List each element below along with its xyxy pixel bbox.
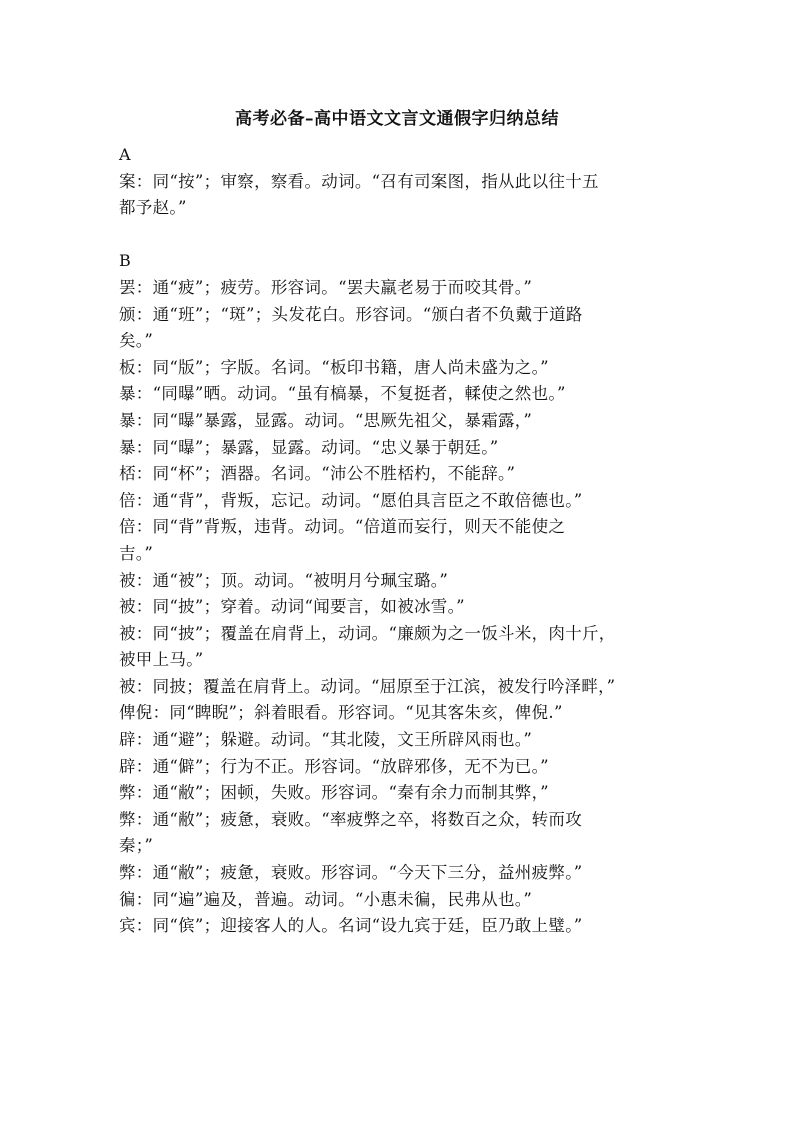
entry-line: 被：通“被”；顶。动词。“被明月兮珮宝璐。” <box>119 570 449 590</box>
entry-line: 倍：通“背”，背叛，忘记。动词。“愿伯具言臣之不敢倍德也。” <box>119 490 583 510</box>
entry-line: 板：同“版”；字版。名词。“板印书籍，唐人尚未盛为之。” <box>119 357 549 377</box>
entry-line: 暴：“同曝”晒。动词。“虽有槁暴，不复挺者，輮使之然也。” <box>119 384 566 404</box>
entry-line: 都予赵。” <box>119 198 187 218</box>
entry-line: 辟：通“避”；躲避。动词。“其北陵，文王所辟风雨也。” <box>119 730 533 750</box>
document-body <box>119 142 679 940</box>
entry-line: 被：同“披”；覆盖在肩背上，动词。“廉颇为之一饭斗米，肉十斤， <box>119 623 616 643</box>
document-title: 高考必备–高中语文文言文通假字归纳总结 <box>235 109 559 129</box>
entry-line: 桮：同“杯”；酒器。名词。“沛公不胜桮杓，不能辞。” <box>119 464 516 484</box>
entry-line: 颁：通“班”；“斑”；头发花白。形容词。“颁白者不负戴于道路 <box>119 304 583 324</box>
section-spacer <box>119 222 679 249</box>
entry-line: 案：同“按”；审察，察看。动词。“召有司案图，指从此以往十五 <box>119 171 599 191</box>
entry-line: 暴：同“曝”暴露，显露。动词。“思厥先祖父，暴霜露，” <box>119 410 533 430</box>
entry-line: 被：同披；覆盖在肩背上。动词。“屈原至于江滨，被发行吟泽畔，” <box>119 676 616 696</box>
entry-line: 被：同“披”；穿着。动词“闻要言，如被冰雪。” <box>119 597 465 617</box>
entry-line: 宾：同“傧”；迎接客人的人。名词“设九宾于廷，臣乃敢上璧。” <box>119 916 583 936</box>
entry-line: 弊：通“敝”；疲惫，衰败。“率疲弊之卒，将数百之众，转而攻 <box>119 809 583 829</box>
entry-line: 俾倪：同“睥睨”；斜着眼看。形容词。“见其客朱亥，俾倪.” <box>119 703 563 723</box>
section-letter-a: A <box>119 145 131 164</box>
entry-line: 倍：同“背”背叛，违背。动词。“倍道而妄行，则天不能使之 <box>119 517 566 537</box>
entry-line: 被甲上马。” <box>119 650 204 670</box>
entry-line: 暴：同“曝”；暴露，显露。动词。“忠义暴于朝廷。” <box>119 437 499 457</box>
entry-line: 罢：通“疲”；疲劳。形容词。“罢夫羸老易于而咬其骨。” <box>119 277 533 297</box>
entry-line: 徧：同“遍”遍及，普遍。动词。“小惠未徧，民弗从也。” <box>119 889 533 909</box>
entry-line: 吉。” <box>119 543 154 563</box>
entry-line: 矣。” <box>119 331 154 351</box>
section-letter-b: B <box>119 251 132 271</box>
entry-line: 弊：通“敝”；困顿，失败。形容词。“秦有余力而制其弊，” <box>119 783 549 803</box>
entry-line: 弊：通“敝”；疲惫，衰败。形容词。“今天下三分，益州疲弊。” <box>119 863 583 883</box>
entry-line: 辟：通“僻”；行为不正。形容词。“放辟邪侈，无不为已。” <box>119 756 549 776</box>
entry-line: 秦；” <box>119 836 154 856</box>
